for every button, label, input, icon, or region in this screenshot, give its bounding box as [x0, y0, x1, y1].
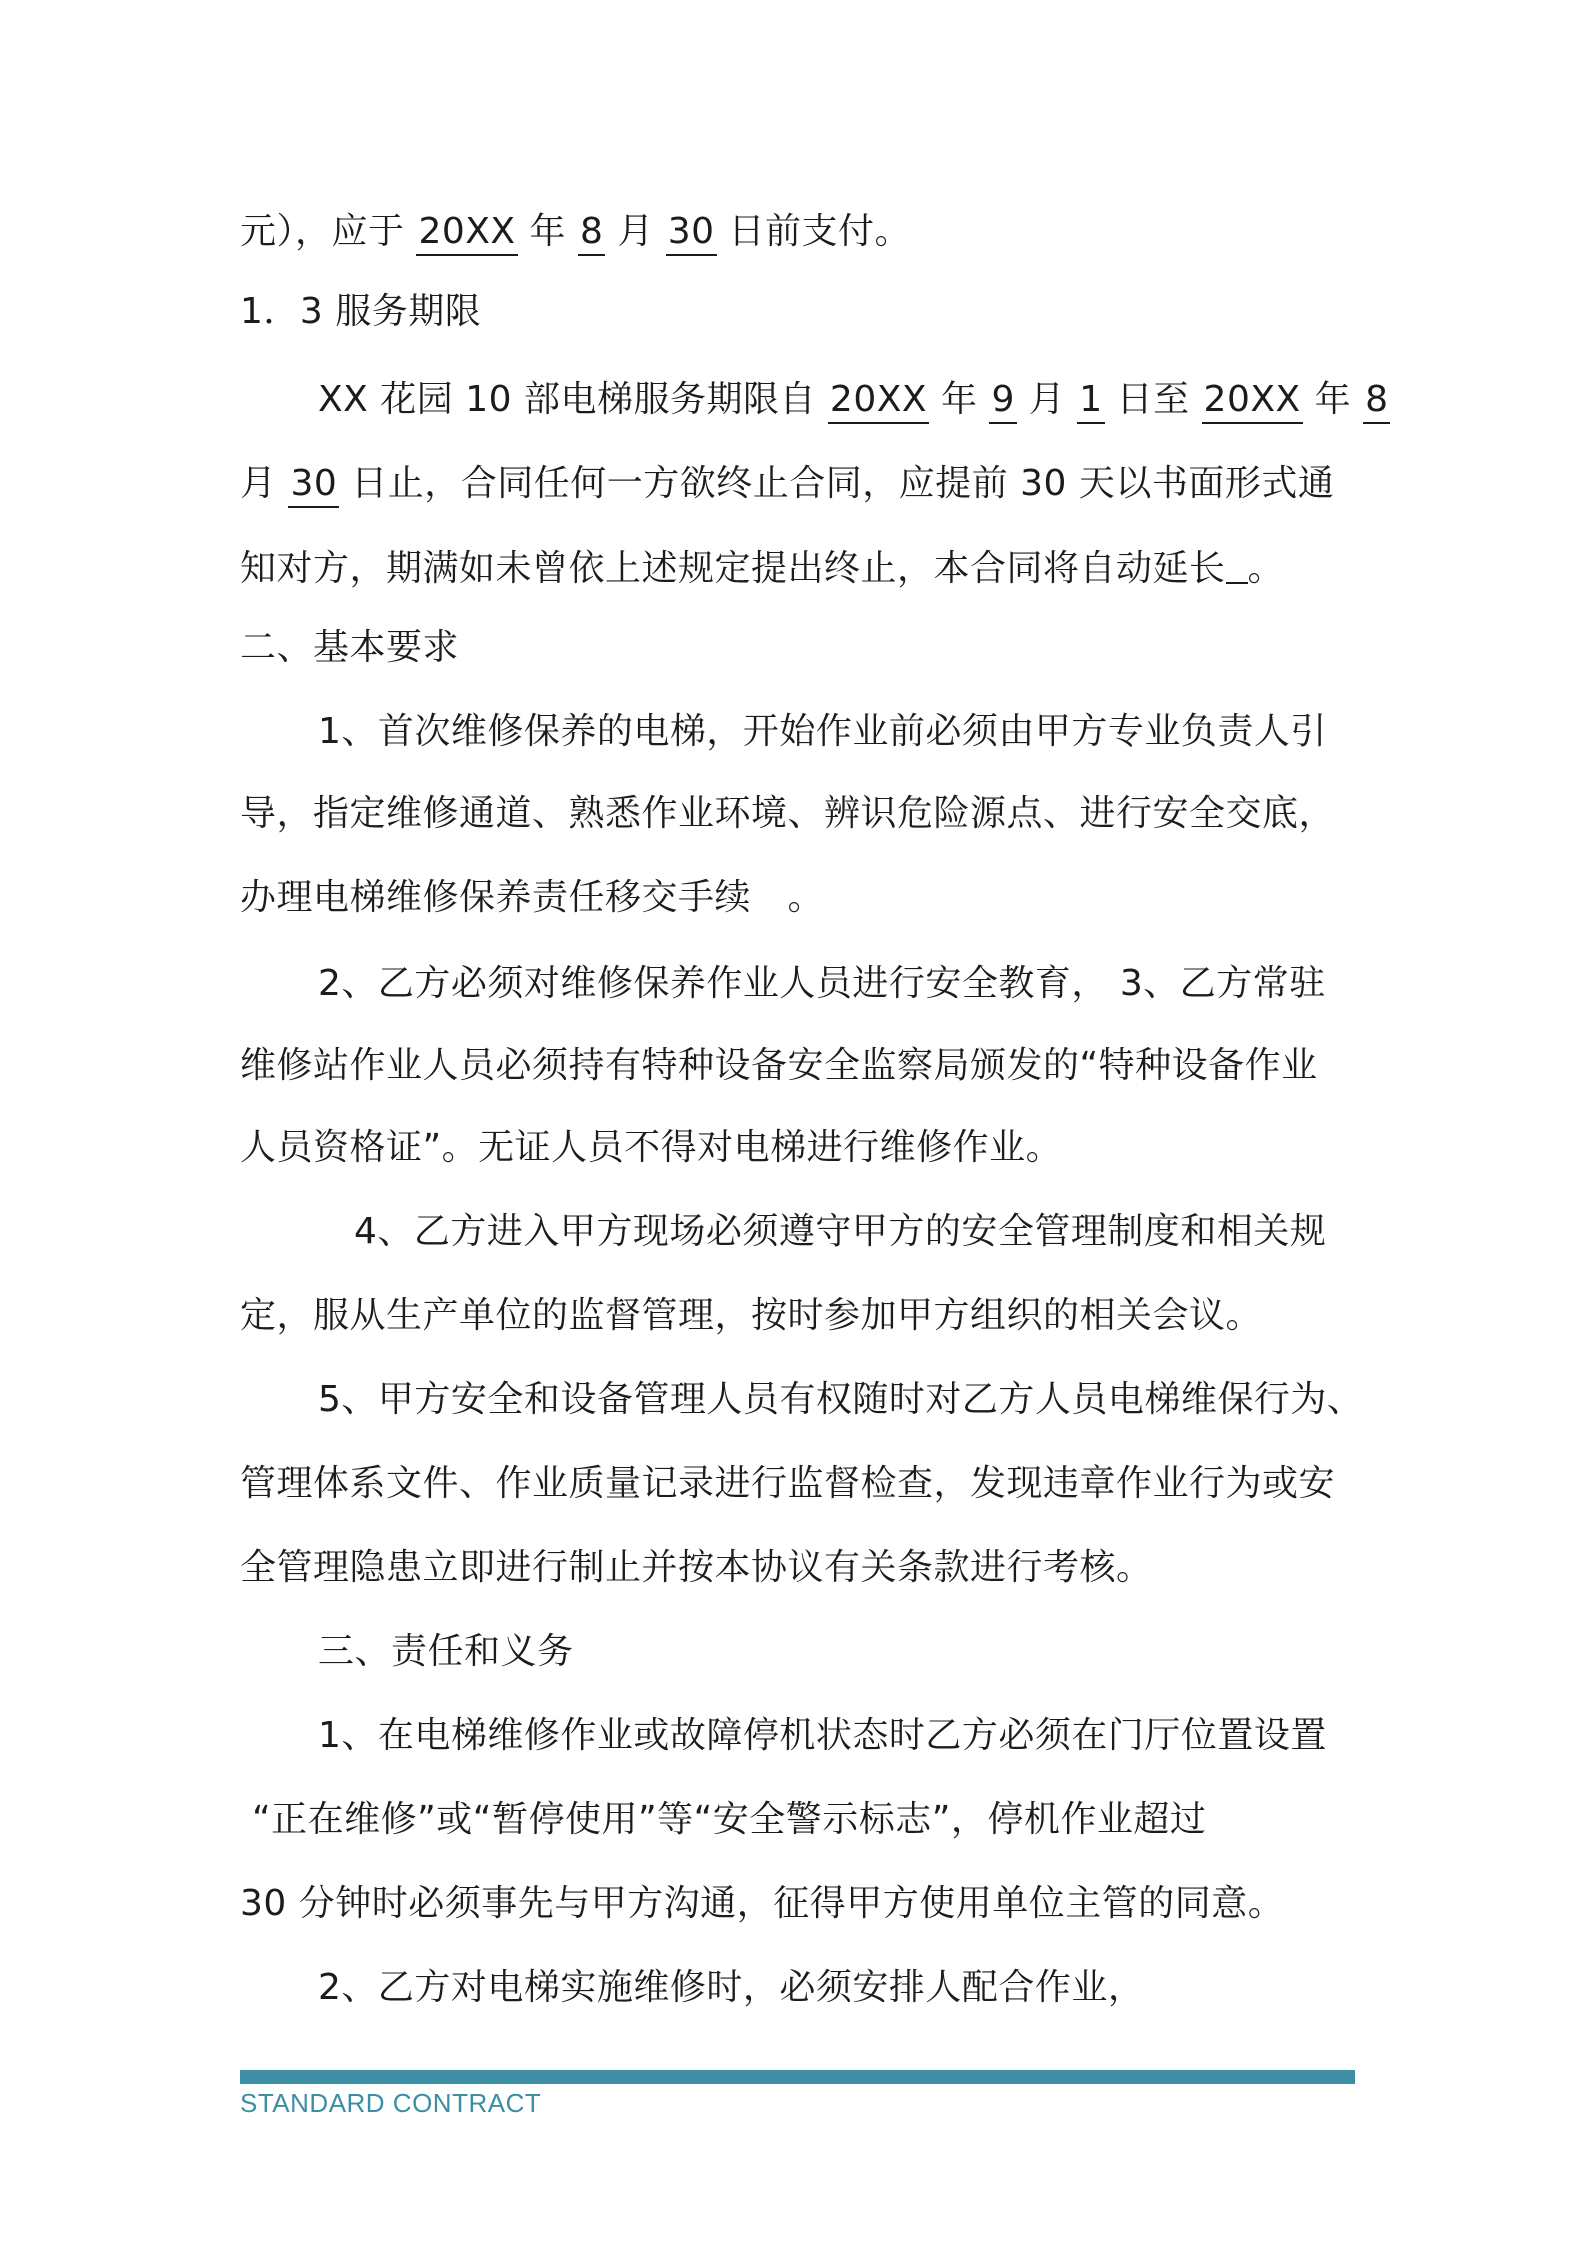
responsibility-2-line-1: 2、乙方对电梯实施维修时，必须安排人配合作业， [318, 1967, 1145, 2008]
section-heading-responsibilities: 三、责任和义务 [318, 1631, 574, 1672]
section-heading-basic-requirements: 二、基本要求 [240, 627, 460, 668]
requirement-1-line-1: 1、首次维修保养的电梯，开始作业前必须由甲方专业负责人引 [318, 711, 1327, 752]
footer-accent-bar [240, 2070, 1355, 2084]
service-period-line-1: XX 花园 10 部电梯服务期限自 20XX 年 9 月 1 日至 20XX 年 8 [318, 376, 1390, 424]
underlined-start-day: 1 [1077, 378, 1104, 424]
requirement-3-line-2: 维修站作业人员必须持有特种设备安全监察局颁发的“特种设备作业 [240, 1045, 1318, 1086]
responsibility-1-line-3: 30 分钟时必须事先与甲方沟通，征得甲方使用单位主管的同意。 [240, 1883, 1285, 1924]
requirement-1-line-2: 导，指定维修通道、熟悉作业环境、辨识危险源点、进行安全交底， [240, 793, 1336, 834]
requirement-4-line-2: 定，服从生产单位的监督管理，按时参加甲方组织的相关会议。 [240, 1295, 1263, 1336]
footer-label: STANDARD CONTRACT [240, 2088, 542, 2118]
requirement-1-line-3: 办理电梯维修保养责任移交手续 。 [240, 877, 825, 918]
responsibility-1-line-1: 1、在电梯维修作业或故障停机状态时乙方必须在门厅位置设置 [318, 1715, 1327, 1756]
requirement-5-line-2: 管理体系文件、作业质量记录进行监督检查，发现违章作业行为或安 [240, 1463, 1336, 1504]
requirement-5-line-1: 5、甲方安全和设备管理人员有权随时对乙方人员电梯维保行为、 [318, 1379, 1364, 1420]
blank-extension-field [1226, 542, 1248, 584]
requirement-3-line-3: 人员资格证”。无证人员不得对电梯进行维修作业。 [240, 1127, 1063, 1168]
service-period-line-3: 知对方，期满如未曾依上述规定提出终止，本合同将自动延长 。 [240, 542, 1284, 593]
requirement-5-line-3: 全管理隐患立即进行制止并按本协议有关条款进行考核。 [240, 1547, 1153, 1588]
service-period-line-2: 月 30 日止，合同任何一方欲终止合同，应提前 30 天以书面形式通 [240, 460, 1334, 508]
underlined-end-day: 30 [288, 462, 339, 508]
underlined-end-year: 20XX [1202, 378, 1303, 424]
underlined-month: 8 [578, 210, 605, 256]
requirement-2-3-line-1: 2、乙方必须对维修保养作业人员进行安全教育， 3、乙方常驻 [318, 963, 1326, 1004]
requirement-4-line-1: 4、乙方进入甲方现场必须遵守甲方的安全管理制度和相关规 [354, 1211, 1327, 1252]
underlined-year: 20XX [416, 210, 517, 256]
underlined-start-year: 20XX [828, 378, 929, 424]
underlined-start-month: 9 [989, 378, 1016, 424]
section-heading-service-period: 1．3 服务期限 [240, 291, 482, 332]
payment-deadline-line: 元），应于 20XX 年 8 月 30 日前支付。 [240, 208, 911, 256]
responsibility-1-line-2: “正在维修”或“暂停使用”等“安全警示标志”，停机作业超过 [252, 1799, 1207, 1840]
underlined-end-month: 8 [1363, 378, 1390, 424]
underlined-day: 30 [666, 210, 717, 256]
